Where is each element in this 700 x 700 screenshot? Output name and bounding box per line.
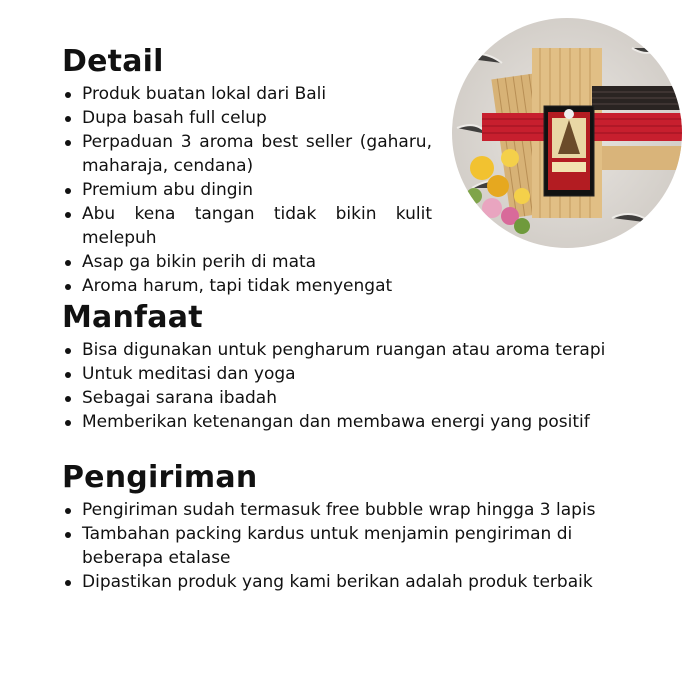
list-item: Dipastikan produk yang kami berikan adalah produk terbaik xyxy=(82,570,652,594)
product-photo xyxy=(452,18,682,248)
list-item: Abu kena tangan tidak bikin kulit melepuh xyxy=(82,204,432,248)
list-item: Aroma harum, tapi tidak menyengat xyxy=(82,274,432,298)
list-item: Perpaduan 3 aroma best seller (gaharu, maharaja, cendana) xyxy=(82,132,432,176)
list-item: Tambahan packing kardus untuk menjamin pengiriman di beberapa etalase xyxy=(82,522,652,570)
pengiriman-section xyxy=(62,460,652,594)
list-item: Pengiriman sudah termasuk free bubble wrap hingga 3 lapis xyxy=(82,498,652,522)
manfaat-section xyxy=(62,300,662,434)
list-item: Produk buatan lokal dari Bali xyxy=(82,82,432,106)
list-item: Untuk meditasi dan yoga xyxy=(82,362,662,386)
pengiriman-list xyxy=(62,498,652,594)
manfaat-heading: Manfaat xyxy=(62,300,203,335)
list-item: Dupa basah full celup xyxy=(82,106,432,130)
detail-heading: Detail xyxy=(62,44,164,79)
list-item: Memberikan ketenangan dan membawa energi yang positif xyxy=(82,410,662,434)
manfaat-list xyxy=(62,338,662,434)
detail-list xyxy=(62,82,432,298)
list-item: Asap ga bikin perih di mata xyxy=(82,250,432,274)
pengiriman-heading: Pengiriman xyxy=(62,460,258,495)
list-item: Premium abu dingin xyxy=(82,178,432,202)
incense-product-image xyxy=(452,18,682,248)
list-item: Sebagai sarana ibadah xyxy=(82,386,662,410)
detail-section xyxy=(62,44,432,298)
list-item: Bisa digunakan untuk pengharum ruangan atau aroma terapi xyxy=(82,338,662,362)
